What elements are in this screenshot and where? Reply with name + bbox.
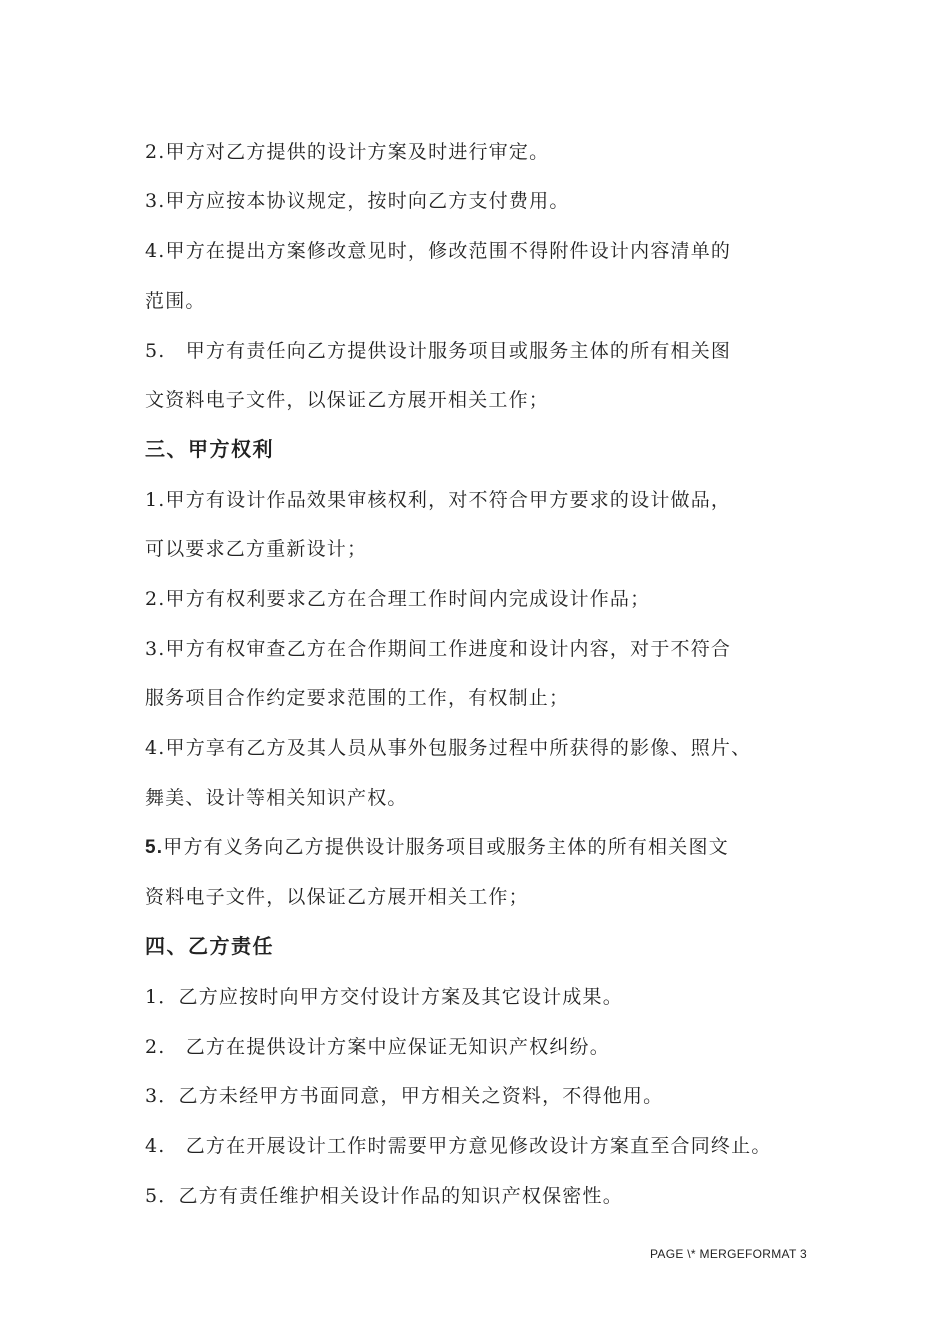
paragraph-line: 2.甲方对乙方提供的设计方案及时进行审定。 xyxy=(145,141,550,163)
paragraph-line: 文资料电子文件，以保证乙方展开相关工作； xyxy=(145,389,550,411)
paragraph-line: 3．乙方未经甲方书面同意，甲方相关之资料，不得他用。 xyxy=(145,1085,664,1107)
bold-item-number: 5. xyxy=(145,837,164,858)
paragraph-line: 可以要求乙方重新设计； xyxy=(145,538,368,560)
section-heading: 三、甲方权利 xyxy=(145,437,274,461)
paragraph-line: 3.甲方有权审查乙方在合作期间工作进度和设计内容，对于不符合 xyxy=(145,638,732,660)
paragraph-text: 甲方有义务向乙方提供设计服务项目或服务主体的所有相关图文 xyxy=(163,836,729,858)
paragraph-line: 2. 乙方在提供设计方案中应保证无知识产权纠纷。 xyxy=(145,1036,610,1058)
paragraph-line: 5. 甲方有责任向乙方提供设计服务项目或服务主体的所有相关图 xyxy=(145,340,732,362)
paragraph-line: 4.甲方在提出方案修改意见时，修改范围不得附件设计内容清单的 xyxy=(145,240,732,262)
paragraph-line: 1．乙方应按时向甲方交付设计方案及其它设计成果。 xyxy=(145,986,623,1008)
paragraph-line: 舞美、设计等相关知识产权。 xyxy=(145,787,408,809)
paragraph-line: 资料电子文件，以保证乙方展开相关工作； xyxy=(145,886,529,908)
paragraph-line: 4.甲方享有乙方及其人员从事外包服务过程中所获得的影像、照片、 xyxy=(145,737,752,759)
paragraph-line: 服务项目合作约定要求范围的工作，有权制止； xyxy=(145,687,570,709)
paragraph-line: 5．乙方有责任维护相关设计作品的知识产权保密性。 xyxy=(145,1185,623,1207)
paragraph-line: 1.甲方有设计作品效果审核权利，对不符合甲方要求的设计做品， xyxy=(145,489,732,511)
paragraph-line: 3.甲方应按本协议规定，按时向乙方支付费用。 xyxy=(145,190,570,212)
page-number-field: PAGE \* MERGEFORMAT 3 xyxy=(650,1247,807,1261)
paragraph-line: 范围。 xyxy=(145,290,206,312)
paragraph-line-with-bold-number xyxy=(145,835,729,860)
paragraph-line: 4. 乙方在开展设计工作时需要甲方意见修改设计方案直至合同终止。 xyxy=(145,1135,772,1157)
paragraph-line: 2.甲方有权利要求乙方在合理工作时间内完成设计作品； xyxy=(145,588,651,610)
section-heading: 四、乙方责任 xyxy=(145,934,274,958)
